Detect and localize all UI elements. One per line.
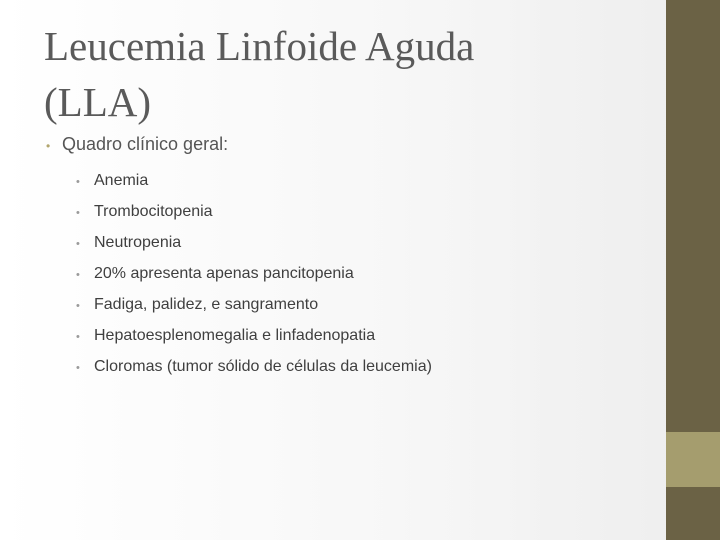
title-line-2: (LLA) <box>44 79 152 125</box>
title-line-1: Leucemia Linfoide Aguda <box>44 23 475 69</box>
sub-bullet-text: Fadiga, palidez, e sangramento <box>94 296 319 313</box>
sub-bullet-text: Anemia <box>94 172 149 189</box>
sub-bullet-text: Cloromas (tumor sólido de células da leucemia) <box>94 358 432 375</box>
sub-bullet-item <box>76 259 656 290</box>
sub-bullet-text: Neutropenia <box>94 234 182 251</box>
sub-bullet-item <box>76 352 656 383</box>
bullet-dot-icon: • <box>76 176 80 188</box>
bullet-dot-icon: • <box>76 207 80 219</box>
slide-content <box>46 131 656 383</box>
sub-bullet-text: Hepatoesplenomegalia e linfadenopatia <box>94 327 376 344</box>
sub-bullet-item <box>76 290 656 321</box>
sub-bullet-text: Trombocitopenia <box>94 203 213 220</box>
bullet-dot-icon: • <box>76 362 80 374</box>
sidebar-accent-block <box>666 432 720 487</box>
sub-bullet-item <box>76 197 656 228</box>
main-bullet-text: Quadro clínico geral: <box>62 134 229 154</box>
slide-title <box>44 18 644 130</box>
bullet-dot-icon: • <box>76 238 80 250</box>
bullet-dot-icon: • <box>76 300 80 312</box>
sub-bullet-list <box>46 166 656 383</box>
sub-bullet-item <box>76 166 656 197</box>
bullet-dot-icon: • <box>76 331 80 343</box>
sub-bullet-text: 20% apresenta apenas pancitopenia <box>94 265 354 282</box>
sub-bullet-item <box>76 228 656 259</box>
bullet-dot-icon: • <box>46 139 51 153</box>
main-bullet-item <box>46 131 656 159</box>
sub-bullet-item <box>76 321 656 352</box>
bullet-dot-icon: • <box>76 269 80 281</box>
